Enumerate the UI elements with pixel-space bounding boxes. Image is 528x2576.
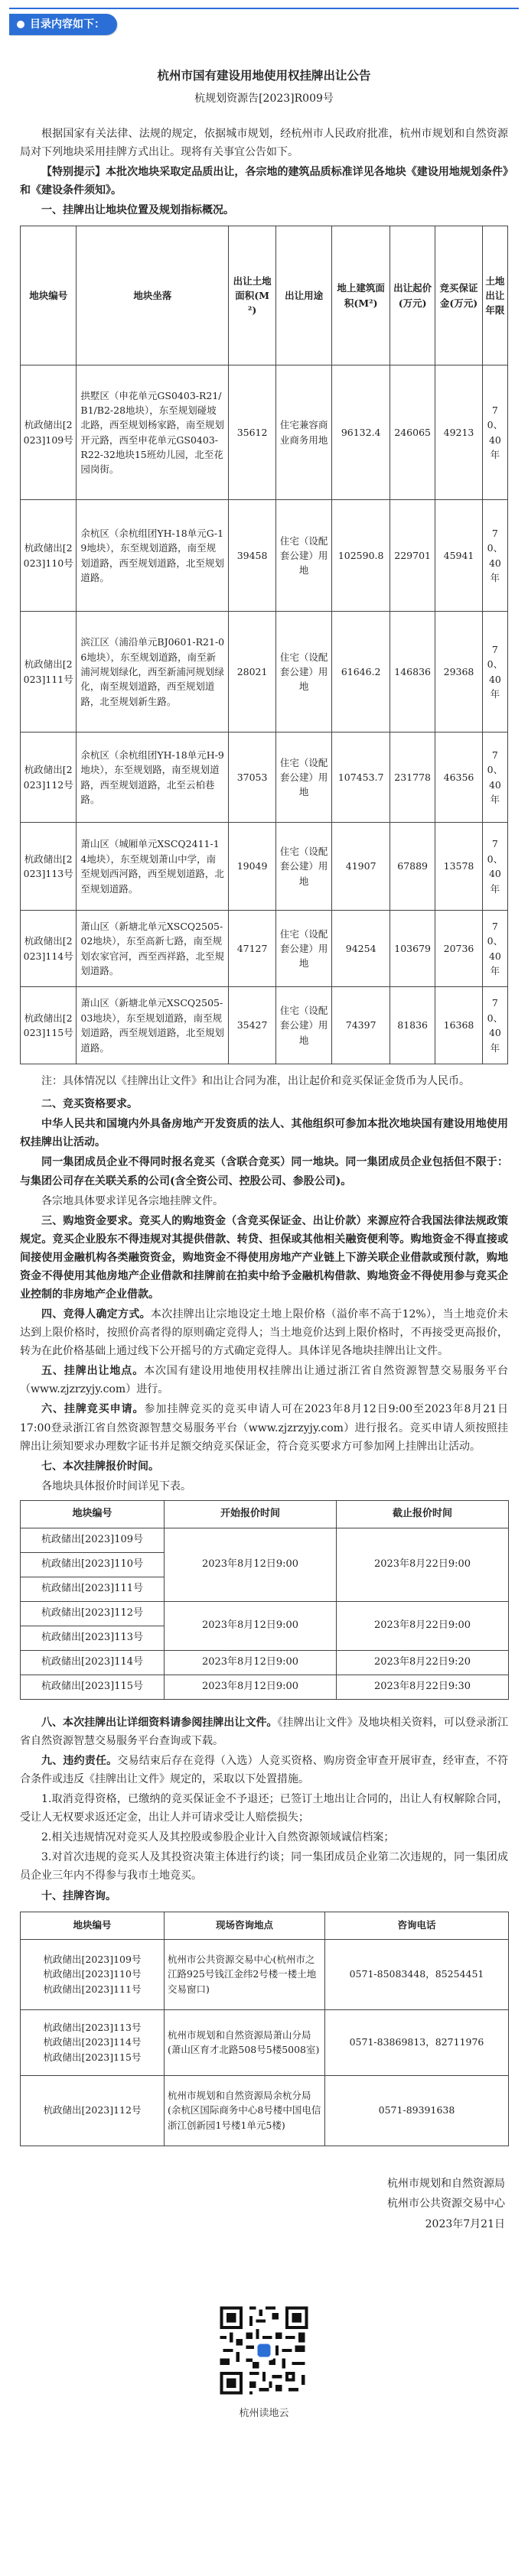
section-9-heading: 九、违约责任。 [41,1755,118,1767]
table-row [21,1650,509,1675]
section-9-paragraph [20,1752,508,1788]
parcel-use: 住宅（设配套公建）用地 [275,987,331,1064]
notice-number: 杭规划资源告[2023]R009号 [194,92,334,105]
consult-place: 杭州市规划和自然资源局余杭分局(余杭区国际商务中心8号楼中国电信浙江创新园1号楼1单元5楼) [165,2075,325,2146]
parcel-term: 70、40年 [482,733,507,823]
qr-block [210,2303,318,2422]
consult-parcel-ids [21,2075,165,2146]
section-5-text: 本次国有建设用地使用权挂牌出让通过浙江省自然资源智慧交易服务平台（www.zjzrzyjy.com）进行。 [20,1365,509,1396]
parcel-use: 住宅（设配套公建）用地 [275,612,331,733]
section-9-item-2: 2.相关违规情况对竞买人及其控股或参股企业计入自然资源领域诚信档案； [41,1831,395,1844]
section-4-heading: 四、竞得人确定方式。 [41,1308,151,1321]
table-row [21,1528,509,1552]
schedule-parcel-id: 杭政储出[2023]112号 [21,1601,165,1626]
parcel-floor-area: 74397 [332,987,390,1064]
col-header-id: 地块编号 [21,226,77,365]
parcel-deposit: 16368 [435,987,483,1064]
schedule-parcel-id: 杭政储出[2023]111号 [21,1577,165,1601]
schedule-parcel-id: 杭政储出[2023]114号 [21,1650,165,1675]
section-2-paragraph-1: 中华人民共和国境内外具备房地产开发资质的法人、其他组织可参加本批次地块国有建设用地使用权挂牌出让活动。 [20,1118,508,1149]
parcel-start-price: 231778 [390,733,435,823]
parcel-floor-area: 41907 [332,823,390,911]
schedule-table [20,1500,509,1700]
special-notice: 【特别提示】本批次地块采取定品质出让，各宗地的建筑品质标准详见各地块《建设用地规划条件》和《建设条件须知》。 [20,165,508,197]
parcel-area: 37053 [229,733,276,823]
consult-parcel-id: 杭政储出[2023]109号 [43,1954,142,1966]
parcel-term: 70、40年 [482,365,507,500]
parcel-location: 滨江区（浦沿单元BJ0601-R21-06地块），东至规划道路，南至新浦河规划绿化，西至新浦河规划绿化，南至规划道路，西至规划道路，北至规划新生路。 [77,612,229,733]
parcel-floor-area: 61646.2 [332,612,390,733]
parcel-term: 70、40年 [482,612,507,733]
signature-block [20,2174,508,2235]
col-header-floor-area: 地上建筑面积(M²) [332,226,390,365]
schedule-start-time: 2023年8月12日9:00 [165,1528,337,1601]
parcel-area: 39458 [229,500,276,612]
section-9-item-3: 3.对首次违规的竞买人及其投资决策主体进行约谈；同一集团成员企业第二次违规的，同一集团成员企业三年内不得参与我市土地竞买。 [20,1851,508,1882]
section-6-paragraph [20,1400,508,1455]
schedule-start-time: 2023年8月12日9:00 [165,1601,337,1650]
parcel-use: 住宅（设配套公建）用地 [275,733,331,823]
schedule-parcel-id: 杭政储出[2023]109号 [21,1528,165,1552]
parcel-use: 住宅兼容商业商务用地 [275,365,331,500]
contents-badge-label: 目录内容如下： [30,18,105,31]
notice-title: 杭州市国有建设用地使用权挂牌出让公告 [157,68,371,83]
parcel-deposit: 46356 [435,733,483,823]
table-row [21,823,508,911]
consult-parcel-id: 杭政储出[2023]113号 [43,2022,142,2034]
parcel-id: 杭政储出[2023]114号 [21,911,77,987]
bullet-dot-icon [17,21,24,28]
section-5-heading: 五、挂牌出让地点。 [41,1365,145,1378]
parcel-id: 杭政储出[2023]109号 [21,365,77,500]
table-row [21,365,508,500]
schedule-end-time: 2023年8月22日9:20 [337,1650,509,1675]
section-4-paragraph [20,1305,508,1360]
parcel-deposit: 45941 [435,500,483,612]
section-2-paragraph-2: 同一集团成员企业不得同时报名竞买（含联合竞买）同一地块。同一集团成员企业包括但不限于：与集团公司存在关联关系的公司(含全资公司、控股公司、参股公司)。 [20,1156,508,1187]
table-note: 注：具体情况以《挂牌出让文件》和出让合同为准，出让起价和竞买保证金货币为人民币。 [41,1075,470,1088]
schedule-end-time: 2023年8月22日9:00 [337,1601,509,1650]
section-3-heading: 三、购地资金要求。 [41,1214,139,1227]
section-header [9,8,519,35]
col-header-id: 地块编号 [21,1500,165,1528]
section-9-item-1: 1.取消竞得资格，已缴纳的竞买保证金不予退还；已签订土地出让合同的，出让人有权解除合同，受让人无权要求返还定金，出让人并可请求受让人赔偿损失； [20,1793,508,1824]
parcel-use: 住宅（设配套公建）用地 [275,500,331,612]
schedule-start-time: 2023年8月12日9:00 [165,1650,337,1675]
col-header-end-time: 截止报价时间 [337,1500,509,1528]
parcel-start-price: 67889 [390,823,435,911]
consult-parcel-id: 杭政储出[2023]115号 [43,2051,142,2063]
table-row [21,733,508,823]
section-2-paragraph-3: 各宗地具体要求详见各宗地挂牌文件。 [41,1194,223,1207]
consult-phone: 0571-85083448，85254451 [325,1939,509,2009]
parcel-term: 70、40年 [482,823,507,911]
consult-phone: 0571-83869813，82711976 [325,2009,509,2075]
parcel-deposit: 49213 [435,365,483,500]
table-row [21,1601,509,1626]
qr-caption: 杭州读地云 [239,2408,289,2420]
section-6-heading: 六、挂牌竞买申请。 [41,1403,145,1416]
intro-paragraph: 根据国家有关法律、法规的规定，依据城市规划，经杭州市人民政府批准，杭州市规划和自然资源局对下列地块采用挂牌方式出让。现将有关事宜公告如下。 [20,127,508,158]
col-header-phone: 咨询电话 [325,1912,509,1939]
consult-parcel-id: 杭政储出[2023]112号 [43,2104,142,2116]
section-8-paragraph [20,1714,508,1750]
schedule-parcel-id: 杭政储出[2023]113号 [21,1626,165,1650]
parcel-deposit: 13578 [435,823,483,911]
parcel-deposit: 20736 [435,911,483,987]
consult-parcel-id: 杭政储出[2023]111号 [43,1983,142,1995]
parcel-area: 47127 [229,911,276,987]
qr-code-icon[interactable] [217,2303,311,2398]
parcel-term: 70、40年 [482,987,507,1064]
section-7-heading: 七、本次挂牌报价时间。 [41,1460,159,1473]
parcel-area: 35427 [229,987,276,1064]
schedule-parcel-id: 杭政储出[2023]115号 [21,1675,165,1699]
col-header-deposit: 竞买保证金(万元) [435,226,483,365]
schedule-end-time: 2023年8月22日9:00 [337,1528,509,1601]
parcel-use: 住宅（设配套公建）用地 [275,823,331,911]
parcel-location: 萧山区（新塘北单元XSCQ2505-02地块），东至高新七路，南至规划农家官河，西至西祥路，北至規划道路。 [77,911,229,987]
parcel-table [20,226,508,1064]
table-row [21,2009,509,2075]
schedule-table-header [21,1500,509,1528]
section-3-text: 竞买人的购地资金（含竞买保证金、出让价款）来源应符合我国法律法规政策规定。竞买企业股东不得违规对其提供借款、转贷、担保或其他相关融资便利等。购地资金不得直接或间接使用金融机构各类融资资金，购地资金不得使用房地产产业链上下游关联企业借款或预付款，购地资金不得使用其他房地产企业借款和挂牌前在拍卖中给予金融机构借款、购地资金不得使用参与竞买企业控制的非房地产企业借款。 [20,1214,509,1301]
parcel-term: 70、40年 [482,911,507,987]
col-header-area: 出让土地面积(M²) [229,226,276,365]
parcel-use: 住宅（设配套公建）用地 [275,911,331,987]
col-header-term: 土地出让年限 [482,226,507,365]
col-header-id: 地块编号 [21,1912,165,1939]
section-6-text: 参加挂牌竞买的竞买申请人可在2023年8月12日9:00至2023年8月21日17:00登录浙江省自然资源智慧交易服务平台（www.zjzrzyjy.com）进行报名。竞买申请人须按照挂牌出让须知要求办理数字证书并足额交纳竞买保证金，符合竞买要求方可参加网上挂牌出让活动。 [20,1403,509,1453]
table-row [21,1939,509,2009]
parcel-id: 杭政储出[2023]112号 [21,733,77,823]
section-5-paragraph [20,1362,508,1398]
parcel-table-header [21,226,508,365]
section-3-paragraph [20,1212,508,1304]
parcel-floor-area: 94254 [332,911,390,987]
parcel-start-price: 229701 [390,500,435,612]
col-header-place: 现场咨询地点 [165,1912,325,1939]
section-10-heading: 十、挂牌咨询。 [41,1889,116,1902]
parcel-deposit: 29368 [435,612,483,733]
schedule-parcel-id: 杭政储出[2023]110号 [21,1552,165,1577]
col-header-location: 地块坐落 [77,226,229,365]
schedule-end-time: 2023年8月22日9:30 [337,1675,509,1699]
signature-org-1: 杭州市规划和自然资源局 [387,2177,505,2190]
consult-parcel-ids [21,2009,165,2075]
parcel-start-price: 146836 [390,612,435,733]
contents-badge [9,14,117,35]
schedule-start-time: 2023年8月12日9:00 [165,1675,337,1699]
consult-table [20,1912,509,2146]
table-row [21,2075,509,2146]
section-8-heading: 八、本次挂牌出让详细资料请参阅挂牌出让文件。 [41,1716,278,1729]
parcel-start-price: 103679 [390,911,435,987]
signature-date: 2023年7月21日 [425,2217,505,2230]
consult-parcel-ids [21,1939,165,2009]
consult-parcel-id: 杭政储出[2023]114号 [43,2036,142,2048]
consult-phone: 0571-89391638 [325,2075,509,2146]
parcel-location: 余杭区（余杭组团YH-18单元H-9地块），东至规划路，南至规划道路，西至规划道路，北至云柏巷路。 [77,733,229,823]
table-row [21,1675,509,1699]
parcel-floor-area: 107453.7 [332,733,390,823]
section-7-subtitle: 各地块具体报价时间详见下表。 [41,1480,191,1493]
parcel-location: 萧山区（新塘北单元XSCQ2505-03地块），东至规划道路，南至规划道路，西至规划道路，北至規划道路。 [77,987,229,1064]
parcel-term: 70、40年 [482,500,507,612]
parcel-id: 杭政储出[2023]110号 [21,500,77,612]
parcel-start-price: 246065 [390,365,435,500]
consult-place: 杭州市公共资源交易中心(杭州市之江路925号钱江金纬2号楼一楼土地交易窗口) [165,1939,325,2009]
parcel-id: 杭政储出[2023]115号 [21,987,77,1064]
parcel-location: 余杭区（余杭组团YH-18单元G-19地块），东至规划道路，南至规划道路，西至规划道路，北至规划道路。 [77,500,229,612]
table-row [21,911,508,987]
parcel-id: 杭政储出[2023]111号 [21,612,77,733]
consult-parcel-id: 杭政储出[2023]110号 [43,1968,142,1980]
section-1-heading: 一、挂牌出让地块位置及规划指标概况。 [41,204,234,217]
consult-table-header [21,1912,509,1939]
parcel-floor-area: 96132.4 [332,365,390,500]
parcel-id: 杭政储出[2023]113号 [21,823,77,911]
section-8-text: 《挂牌出让文件》及地块相关资料，可以登录浙江省自然资源智慧交易服务平台查询或下载。 [20,1716,509,1747]
col-header-start-price: 出让起价(万元) [390,226,435,365]
section-2-heading: 二、竞买资格要求。 [41,1098,138,1111]
section-9-text: 交易结束后存在竞得（入选）人竞买资格、购房资金审查开展审查，经审查，不符合条件或违反《挂牌出让文件》规定的，采取以下处置措施。 [20,1755,509,1786]
parcel-location: 拱墅区（申花单元GS0403-R21/B1/B2-28地块），东至规划碰坡北路，西至规划杨家路，南至规划开元路，西至申花单元GS0403-R22-32地块15班幼儿园，北至花园岗街。 [77,365,229,500]
table-row [21,987,508,1064]
table-row [21,612,508,733]
consult-place: 杭州市规划和自然资源局萧山分局(萧山区育才北路508号5楼5008室) [165,2009,325,2075]
parcel-area: 19049 [229,823,276,911]
col-header-use: 出让用途 [275,226,331,365]
parcel-area: 28021 [229,612,276,733]
parcel-floor-area: 102590.8 [332,500,390,612]
signature-org-2: 杭州市公共资源交易中心 [387,2198,505,2211]
section-4-text: 本次挂牌出让宗地设定土地上限价格（溢价率不高于12%），当土地竞价未达到上限价格时，按照价高者得的原则确定竞得人；当土地竞价达到上限价格时，不再接受更高报价，转为在此价格基础上通过线下公开摇号的方式确定竞得人。具体详见各地块挂牌出让文件。 [20,1308,509,1358]
parcel-start-price: 81836 [390,987,435,1064]
parcel-area: 35612 [229,365,276,500]
table-row [21,500,508,612]
parcel-location: 萧山区（城厢单元XSCQ2411-14地块），东至规划萧山中学，南至规划西河路，西至规划道路，北至规划道路。 [77,823,229,911]
col-header-start-time: 开始报价时间 [165,1500,337,1528]
